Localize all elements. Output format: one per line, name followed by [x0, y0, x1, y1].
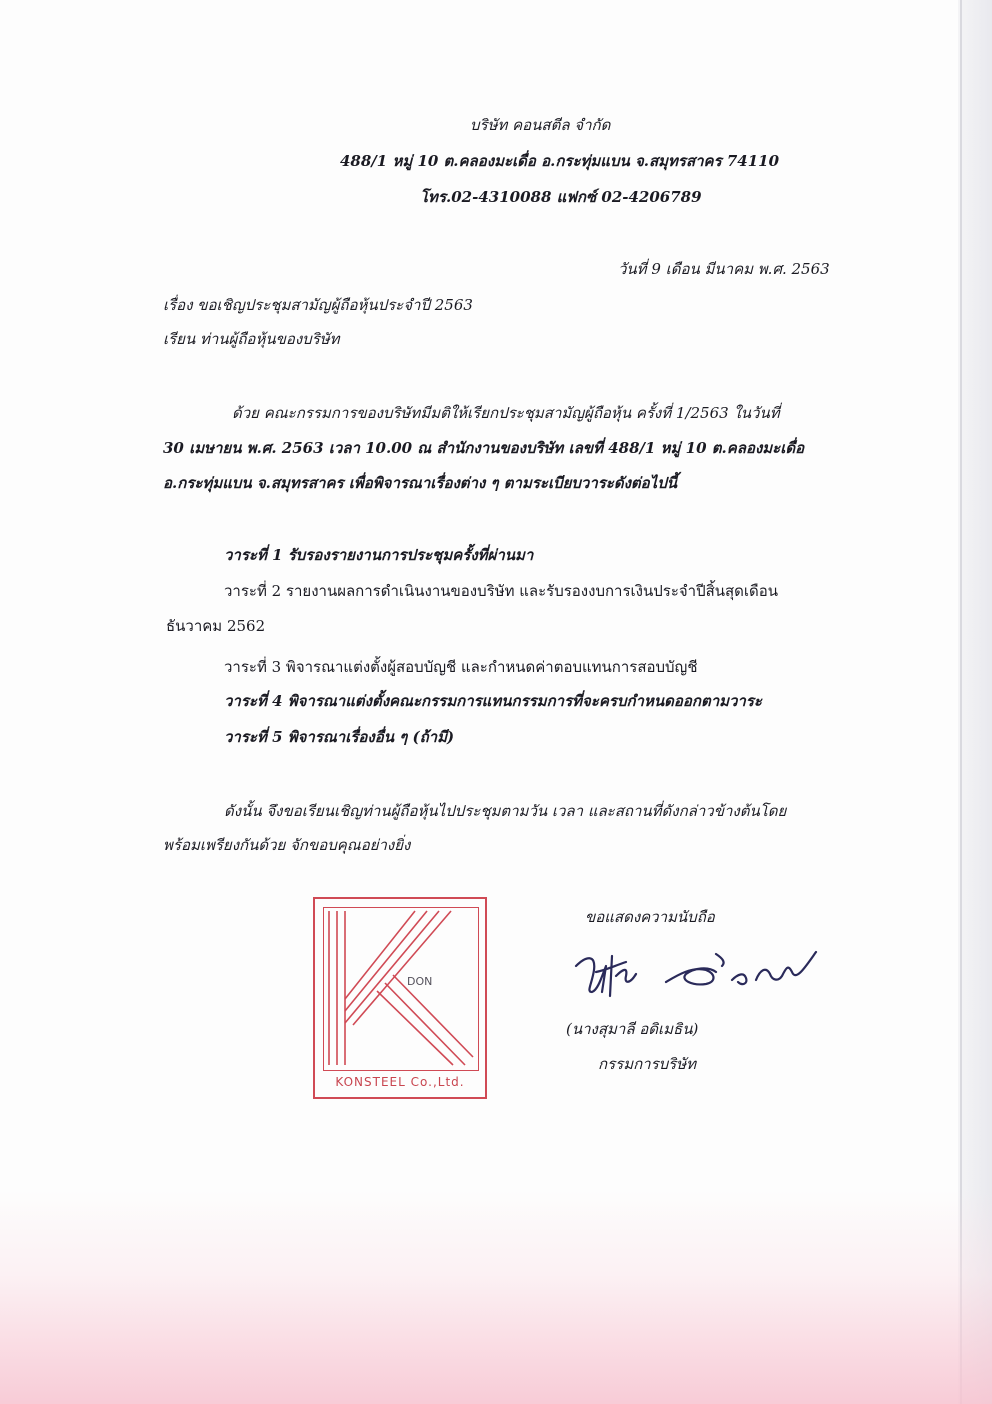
body-line: ด้วย คณะกรรมการของบริษัทมีมติให้เรียกประชุมสามัญผู้ถือหุ้น ครั้งที่ 1/2563 ในวันที่ [232, 404, 780, 422]
company-stamp [313, 897, 487, 1099]
signoff-greeting: ขอแสดงความนับถือ [585, 908, 715, 926]
stamp-company-name: KONSTEEL Co.,Ltd. [335, 1075, 465, 1089]
agenda-item: วาระที่ 3 พิจารณาแต่งตั้งผู้สอบบัญชี และกำหนดค่าตอบแทนการสอบบัญชี [224, 658, 698, 676]
signatory-name: (นางสุมาลี อดิเมธิน) [566, 1020, 699, 1038]
agenda-item: วาระที่ 2 รายงานผลการดำเนินงานของบริษัท และรับรองงบการเงินประจำปีสิ้นสุดเดือน [224, 582, 779, 600]
body-line: อ.กระทุ่มแบน จ.สมุทรสาคร เพื่อพิจารณาเรื่องต่าง ๆ ตามระเบียบวาระดังต่อไปนี้ [163, 474, 677, 492]
agenda-item: วาระที่ 1 รับรองรายงานการประชุมครั้งที่ผ่านมา [224, 546, 534, 564]
body-line: 30 เมษายน พ.ศ. 2563 เวลา 10.00 ณ สำนักงานของบริษัท เลขที่ 488/1 หมู่ 10 ต.คลองมะเดื่อ [163, 439, 805, 457]
agenda-item: วาระที่ 4 พิจารณาแต่งตั้งคณะกรรมการแทนกรรมการที่จะครบกำหนดออกตามวาระ [224, 692, 762, 710]
letter-date: วันที่ 9 เดือน มีนาคม พ.ศ. 2563 [618, 260, 830, 278]
closing-line: ดังนั้น จึงขอเรียนเชิญท่านผู้ถือหุ้นไปประชุมตามวัน เวลา และสถานที่ดังกล่าวข้างต้นโดย [224, 802, 787, 820]
closing-line: พร้อมเพรียงกันด้วย จักขอบคุณอย่างยิ่ง [163, 836, 411, 854]
letter-subject: เรื่อง ขอเชิญประชุมสามัญผู้ถือหุ้นประจำปี 2563 [163, 296, 473, 314]
company-name: บริษัท คอนสตีล จำกัด [470, 116, 611, 134]
scan-bottom-tint [0, 1190, 992, 1404]
signatory-title: กรรมการบริษัท [598, 1055, 696, 1073]
signature [566, 936, 836, 1010]
agenda-item: วาระที่ 5 พิจารณาเรื่องอื่น ๆ (ถ้ามี) [224, 728, 455, 746]
stamp-handwritten-initial: DON [407, 975, 433, 988]
stamp-k-logo-icon [323, 907, 477, 1069]
company-address: 488/1 หมู่ 10 ต.คลองมะเดื่อ อ.กระทุ่มแบน จ.สมุทรสาคร 74110 [340, 152, 780, 170]
agenda-item-continuation: ธันวาคม 2562 [166, 617, 266, 635]
letter-recipient: เรียน ท่านผู้ถือหุ้นของบริษัท [163, 330, 340, 348]
company-contact: โทร.02-4310088 แฟกซ์ 02-4206789 [420, 188, 702, 206]
